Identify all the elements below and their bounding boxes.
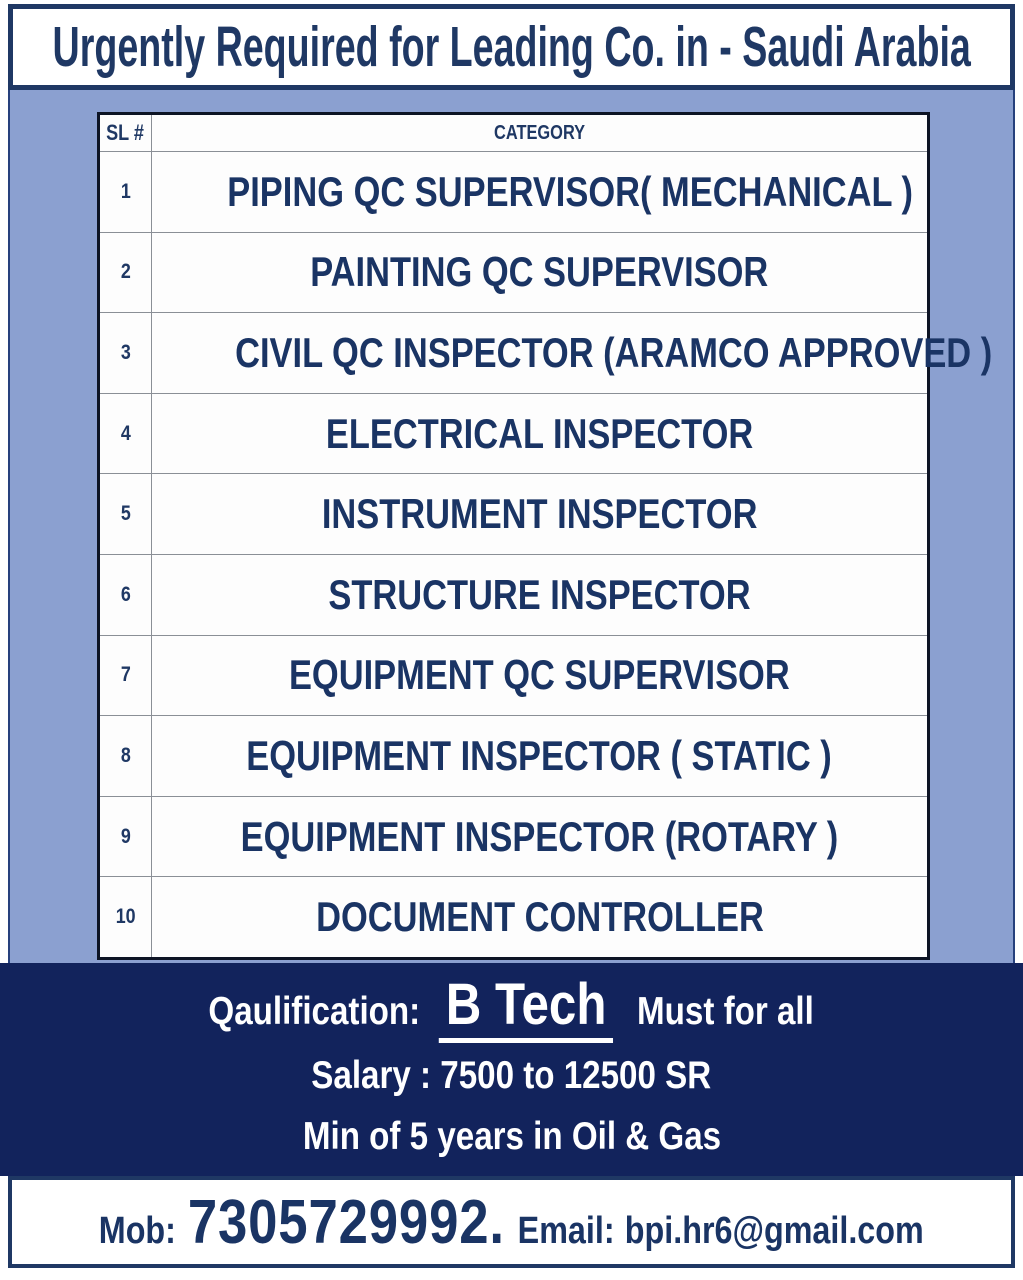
category-header-cell	[152, 115, 927, 151]
details-band	[0, 963, 1023, 1176]
poster-title-box	[8, 4, 1015, 90]
category-header-label: CATEGORY	[493, 121, 586, 144]
sl-cell-text: 4	[120, 421, 131, 445]
sl-cell-text: 2	[120, 260, 131, 284]
category-cell-text: PIPING QC SUPERVISOR( MECHANICAL )	[227, 167, 913, 215]
sl-cell	[100, 555, 152, 635]
sl-cell-text: 10	[115, 905, 136, 929]
qualification-value: B Tech	[439, 976, 613, 1043]
contact-line	[99, 1187, 924, 1258]
table-row	[100, 636, 927, 717]
sl-header-cell	[100, 115, 152, 151]
sl-cell	[100, 313, 152, 393]
table-header-row	[100, 115, 927, 152]
category-cell-text: EQUIPMENT INSPECTOR ( STATIC )	[246, 731, 833, 779]
qualification-line	[208, 972, 815, 1043]
category-cell	[152, 394, 927, 474]
poster-title: Urgently Required for Leading Co. in - Saudi Arabia	[52, 15, 971, 79]
email-label: Email:	[517, 1209, 615, 1252]
category-cell	[152, 152, 988, 232]
mobile-label: Mob:	[99, 1209, 177, 1252]
sl-cell	[100, 636, 152, 716]
category-cell-text: CIVIL QC INSPECTOR (ARAMCO APPROVED )	[235, 328, 993, 376]
sl-header-label: SL #	[106, 120, 145, 145]
table-row	[100, 152, 927, 233]
category-cell-text: DOCUMENT CONTROLLER	[315, 893, 764, 941]
category-cell-text: INSTRUMENT INSPECTOR	[321, 490, 758, 538]
sl-cell	[100, 797, 152, 877]
category-table	[97, 112, 993, 960]
category-cell	[152, 233, 927, 313]
category-table-body	[100, 152, 993, 957]
sl-cell	[100, 716, 152, 796]
category-cell-text: ELECTRICAL INSPECTOR	[325, 409, 754, 457]
sl-cell	[100, 152, 152, 232]
category-cell	[152, 474, 927, 554]
sl-cell-text: 6	[120, 582, 131, 606]
category-cell	[152, 716, 927, 796]
category-cell	[152, 555, 927, 635]
sl-cell-text: 3	[120, 340, 131, 364]
table-row	[100, 877, 927, 957]
category-cell	[152, 877, 927, 957]
sl-cell	[100, 474, 152, 554]
sl-cell-text: 1	[120, 179, 131, 203]
table-row	[100, 313, 993, 394]
mobile-number-period: .	[489, 1187, 505, 1257]
mobile-number: 7305729992	[188, 1187, 490, 1257]
table-row	[100, 716, 927, 797]
contact-bar	[8, 1176, 1015, 1268]
qualification-label: Qaulification:	[208, 990, 421, 1034]
sl-cell-text: 8	[120, 743, 131, 767]
sl-cell	[100, 394, 152, 474]
table-row	[100, 555, 927, 636]
email-address: bpi.hr6@gmail.com	[625, 1209, 924, 1252]
category-cell-text: EQUIPMENT INSPECTOR (ROTARY )	[240, 812, 839, 860]
blue-panel	[8, 90, 1015, 963]
sl-cell-text: 7	[120, 663, 131, 687]
table-row	[100, 474, 927, 555]
category-cell	[152, 636, 927, 716]
experience-line: Min of 5 years in Oil & Gas	[302, 1115, 721, 1158]
sl-cell	[100, 877, 152, 957]
table-row	[100, 233, 927, 314]
category-cell-text: STRUCTURE INSPECTOR	[328, 570, 751, 618]
category-cell-text: PAINTING QC SUPERVISOR	[310, 248, 769, 296]
category-cell	[152, 313, 1023, 393]
table-row	[100, 797, 927, 878]
table-row	[100, 394, 927, 475]
category-cell-text: EQUIPMENT QC SUPERVISOR	[289, 651, 790, 699]
sl-cell-text: 5	[120, 502, 131, 526]
sl-cell-text: 9	[120, 824, 131, 848]
qualification-suffix: Must for all	[637, 990, 815, 1034]
sl-cell	[100, 233, 152, 313]
salary-line: Salary : 7500 to 12500 SR	[311, 1054, 712, 1098]
category-cell	[152, 797, 927, 877]
